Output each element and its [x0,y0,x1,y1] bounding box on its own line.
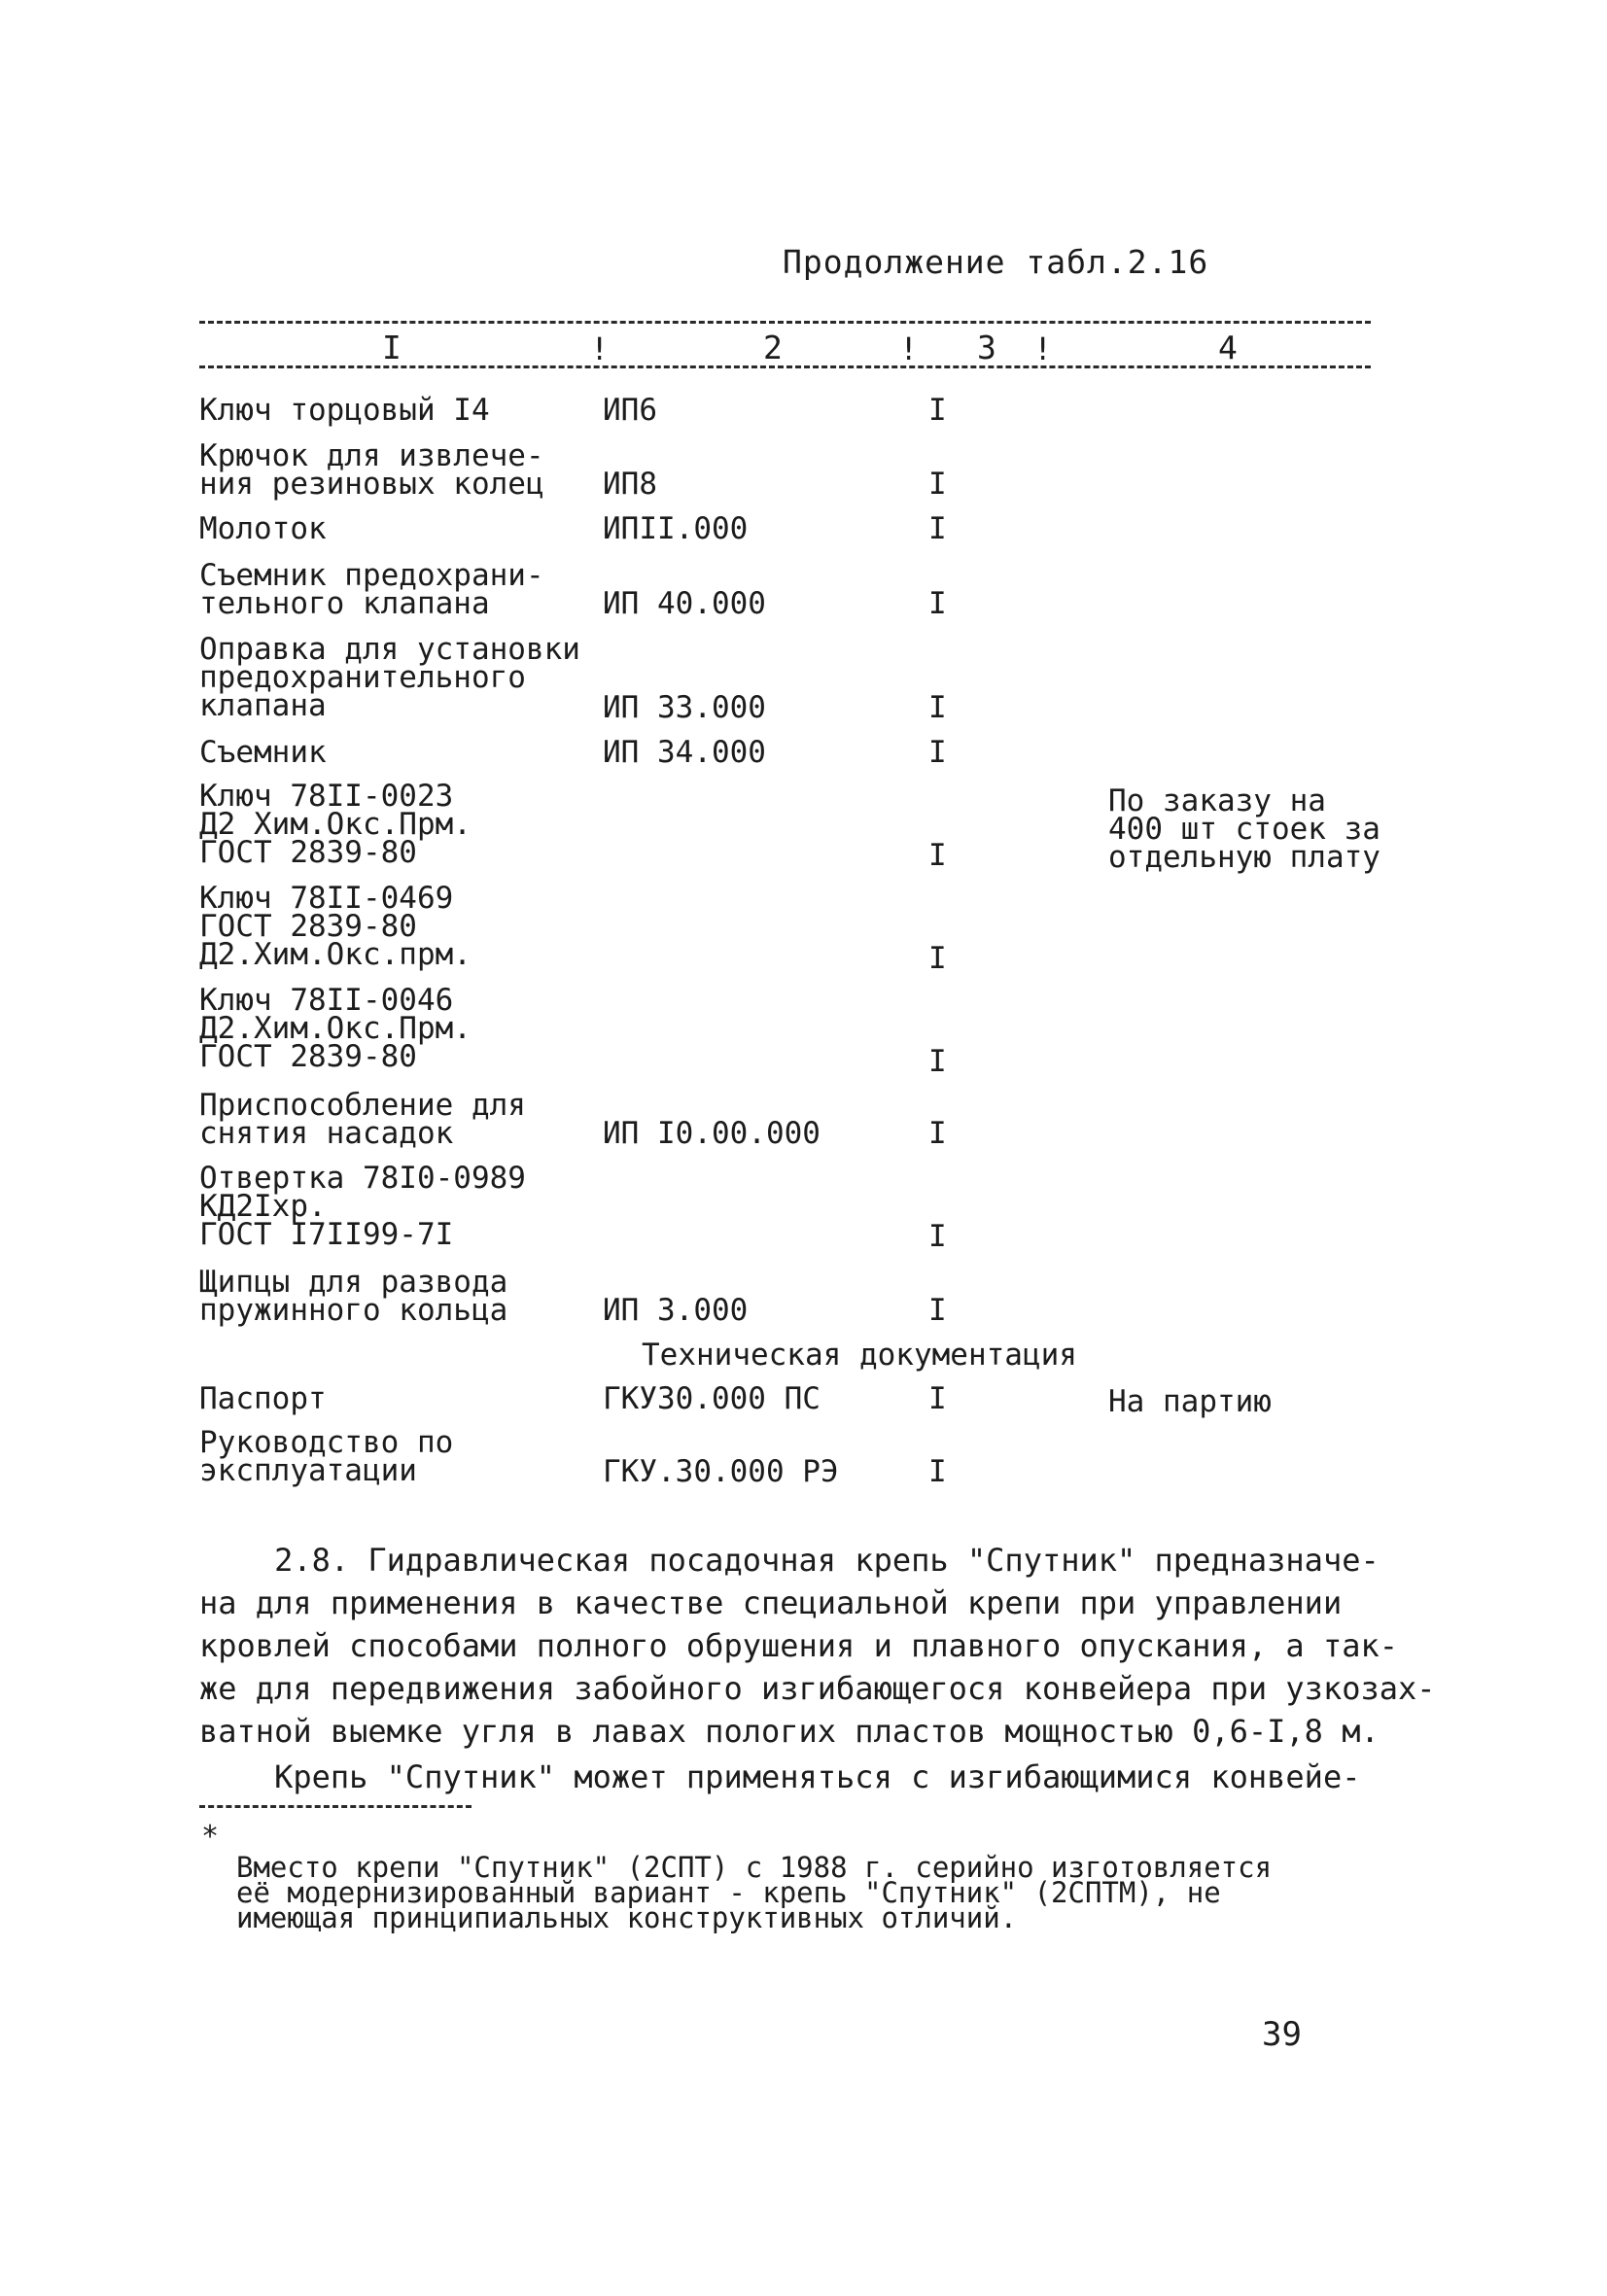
doc-row-qty: I [928,1454,947,1489]
row-qty: I [928,586,947,621]
row-qty: I [928,511,947,546]
row-name: Ключ 78II-0023 Д2 Хим.Окс.Прм. ГОСТ 2839-80 [199,779,472,870]
doc-row-qty: I [928,1381,947,1416]
paragraph-line: кровлей способами полного обрушения и плавного опускания, а так- [199,1627,1398,1664]
row-name: Съемник [199,735,327,770]
page-number: 39 [1262,2015,1302,2054]
section-title: Техническая документация [642,1338,1077,1373]
table-top-rule [199,321,1371,324]
row-name: Щипцы для развода пружинного кольца [199,1265,508,1328]
footnote-rule [199,1805,472,1808]
header-separator: ! [1033,330,1053,367]
header-separator: ! [590,330,610,367]
row-name: Ключ 78II-0046 Д2.Хим.Окс.Прм. ГОСТ 2839-80 [199,983,472,1074]
doc-row-name: Руководство по эксплуатации [199,1425,454,1488]
row-code: ИПII.000 [603,511,749,546]
paragraph-line: Крепь "Спутник" может применяться с изгибающимися конвейе- [199,1758,1361,1795]
doc-row-code: ГКУ.30.000 РЭ [603,1454,839,1489]
table-caption: Продолжение табл.2.16 [783,243,1209,281]
row-qty: I [928,690,947,725]
row-name: Ключ 78II-0469 ГОСТ 2839-80 Д2.Хим.Окс.прм. [199,881,472,972]
footnote-text: Вместо крепи "Спутник" (2СПТ) с 1988 г. серийно изготовляется её модернизированный вариант - крепь "Спутник" (2СПТМ), не имеющая принципиальных конструктивных отличий. [236,1851,1273,1934]
row-code: ИП 33.000 [603,690,766,725]
header-col2: 2 [763,329,783,366]
doc-row-name: Паспорт [199,1381,327,1416]
row-qty: I [928,1044,947,1079]
header-separator: ! [899,330,919,367]
doc-row-code: ГКУ30.000 ПС [603,1381,821,1416]
row-qty: I [928,735,947,770]
paragraph-line: 2.8. Гидравлическая посадочная крепь "Спутник" предназначе- [199,1542,1380,1579]
row-code: ИП8 [603,467,657,502]
row-name: Приспособление для снятия насадок [199,1088,526,1151]
row-qty: I [928,941,947,976]
footnote-mark: * [201,1820,220,1854]
row-qty: I [928,393,947,428]
paragraph-line: ватной выемке угля в лавах пологих пластов мощностью 0,6-I,8 м. [199,1713,1380,1750]
row-qty: I [928,1293,947,1328]
row-code: ИП6 [603,393,657,428]
row-name: Отвертка 78I0-0989 КД2Iхр. ГОСТ I7II99-7I [199,1161,526,1252]
row-code: ИП I0.00.000 [603,1116,821,1151]
row-code: ИП 34.000 [603,735,766,770]
header-col1: I [382,329,402,366]
doc-row-note: На партию [1108,1384,1272,1419]
row-code: ИП 40.000 [603,586,766,621]
table-header-rule [199,365,1371,368]
header-col4: 4 [1218,329,1238,366]
row-name: Съемник предохрани- тельного клапана [199,558,544,621]
row-qty: I [928,838,947,873]
row-name: Ключ торцовый I4 [199,393,490,428]
row-code: ИП 3.000 [603,1293,749,1328]
row-qty: I [928,467,947,502]
header-col3: 3 [977,329,996,366]
row-note: По заказу на 400 шт стоек за отдельную плату [1108,783,1380,875]
row-name: Оправка для установки предохранительного клапана [199,632,580,723]
row-qty: I [928,1219,947,1254]
paragraph-line: на для применения в качестве специальной крепи при управлении [199,1584,1343,1621]
row-qty: I [928,1116,947,1151]
row-name: Крючок для извлече- ния резиновых колец [199,438,544,502]
row-name: Молоток [199,511,327,546]
paragraph-line: же для передвижения забойного изгибающегося конвейера при узкозах- [199,1670,1436,1707]
